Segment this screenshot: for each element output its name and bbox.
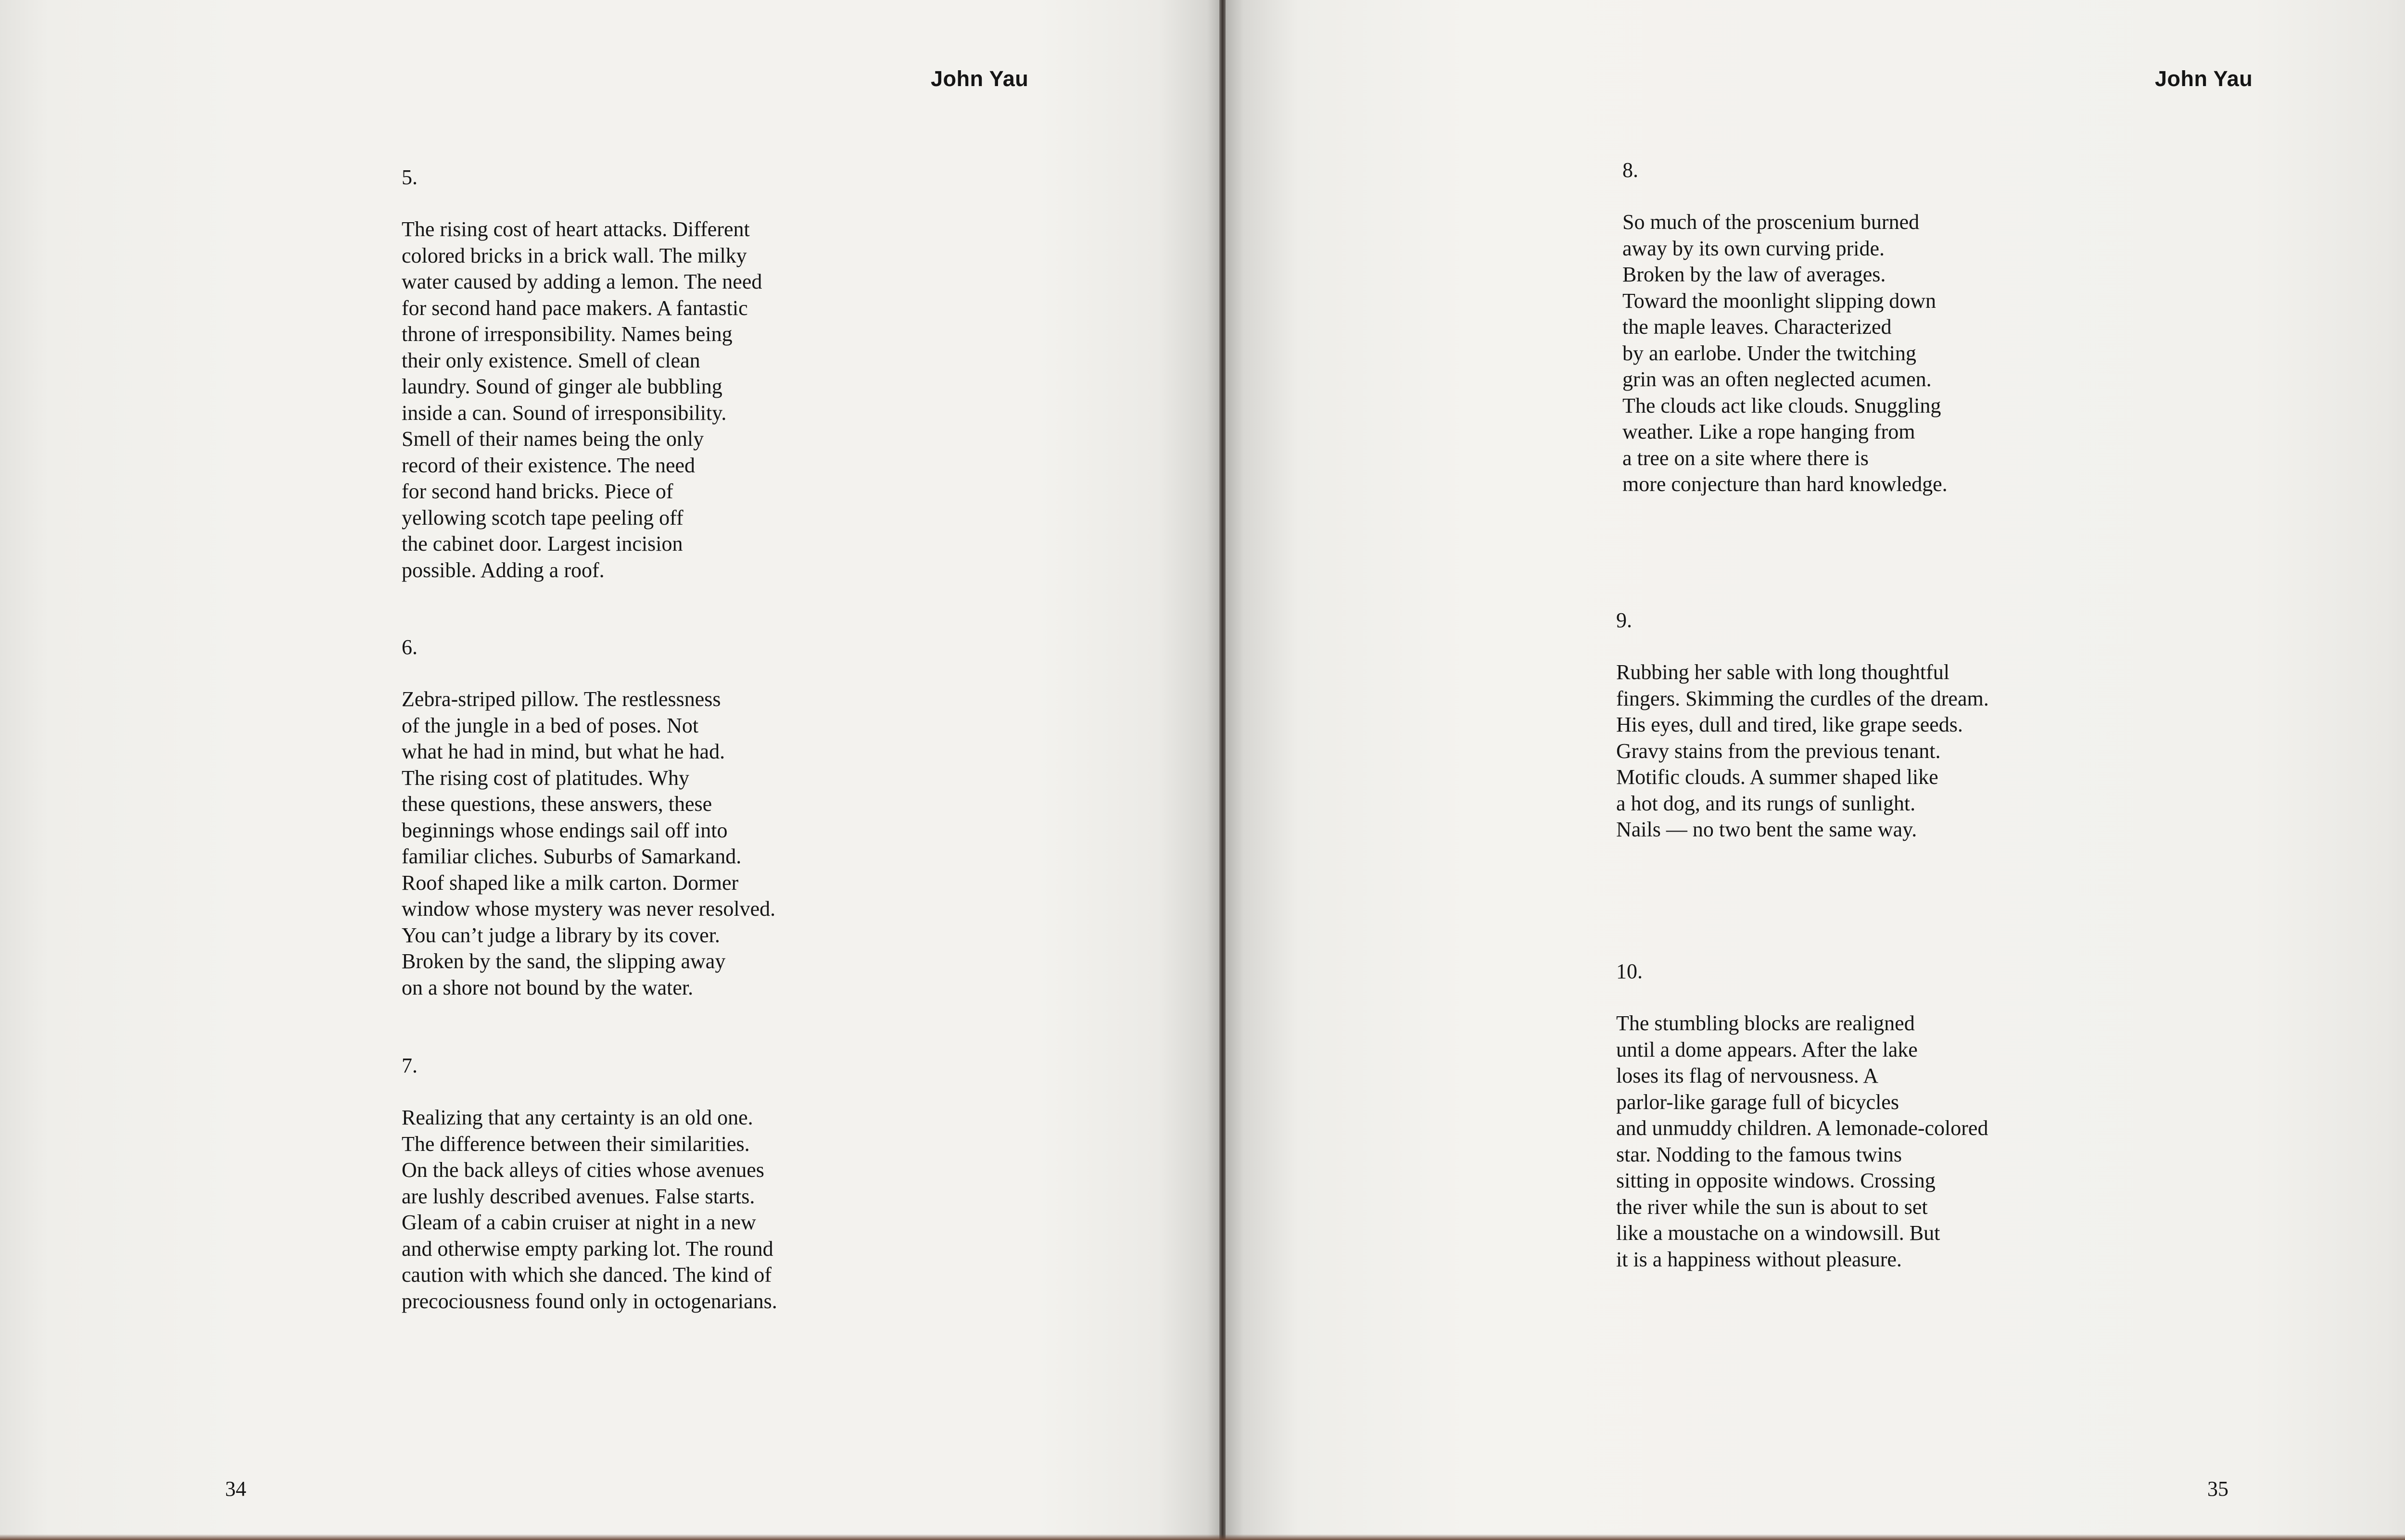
text-line: Broken by the sand, the slipping away [402, 949, 726, 973]
text-line: On the back alleys of cities whose avenues [402, 1158, 764, 1182]
text-line: grin was an often neglected acumen. [1622, 367, 1932, 391]
text-line: Smell of their names being the only [402, 427, 704, 451]
text-line: by an earlobe. Under the twitching [1622, 341, 1916, 365]
text-line: caution with which she danced. The kind of [402, 1263, 772, 1287]
text-line: The rising cost of platitudes. Why [402, 766, 689, 790]
text-line: fingers. Skimming the curdles of the dream. [1616, 686, 1989, 710]
section-body [402, 686, 775, 1001]
text-line: more conjecture than hard knowledge. [1622, 472, 1948, 496]
text-line: Rubbing her sable with long thoughtful [1616, 660, 1949, 684]
text-line: The clouds act like clouds. Snuggling [1622, 393, 1941, 417]
text-line: their only existence. Smell of clean [402, 348, 700, 372]
text-line: for second hand bricks. Piece of [402, 480, 673, 503]
section-body [1616, 659, 1989, 843]
text-line: and unmuddy children. A lemonade-colored [1616, 1116, 1988, 1140]
text-line: Roof shaped like a milk carton. Dormer [402, 871, 739, 895]
text-line: the river while the sun is about to set [1616, 1195, 1928, 1219]
poem-section-9 [1616, 607, 1989, 843]
text-line: throne of irresponsibility. Names being [402, 322, 733, 346]
text-line: it is a happiness without pleasure. [1616, 1247, 1902, 1271]
poem-section-8 [1622, 157, 1948, 498]
section-number: 5. [402, 165, 418, 189]
text-line: Gleam of a cabin cruiser at night in a new [402, 1211, 756, 1234]
text-line: weather. Like a rope hanging from [1622, 420, 1915, 443]
section-number: 7. [402, 1054, 418, 1077]
page-number: 35 [2207, 1477, 2228, 1501]
text-line: on a shore not bound by the water. [402, 975, 694, 999]
text-line: star. Nodding to the famous twins [1616, 1142, 1902, 1166]
text-line: away by its own curving pride. [1622, 236, 1885, 260]
text-line: the cabinet door. Largest incision [402, 532, 683, 555]
text-line: record of their existence. The need [402, 453, 696, 477]
text-line: sitting in opposite windows. Crossing [1616, 1169, 1936, 1192]
text-line: Nails — no two bent the same way. [1616, 818, 1917, 841]
text-line: of the jungle in a bed of poses. Not [402, 713, 699, 737]
text-line: window whose mystery was never resolved. [402, 897, 776, 921]
text-line: loses its flag of nervousness. A [1616, 1064, 1879, 1087]
running-header-author: John Yau [2155, 66, 2253, 91]
text-line: possible. Adding a roof. [402, 558, 605, 582]
poem-section-5 [402, 164, 762, 583]
text-line: Realizing that any certainty is an old one. [402, 1106, 753, 1129]
text-line: yellowing scotch tape peeling off [402, 505, 684, 530]
text-line: His eyes, dull and tired, like grape seeds. [1616, 713, 1963, 736]
text-line: laundry. Sound of ginger ale bubbling [402, 375, 722, 398]
text-line: So much of the proscenium burned [1622, 210, 1920, 234]
text-line: precociousness found only in octogenarians. [402, 1289, 777, 1313]
text-line: until a dome appears. After the lake [1616, 1037, 1918, 1061]
text-line: what he had in mind, but what he had. [402, 740, 725, 763]
text-line: are lushly described avenues. False starts. [402, 1184, 755, 1208]
text-line: for second hand pace makers. A fantastic [402, 296, 748, 320]
section-body [1622, 209, 1948, 498]
text-line: inside a can. Sound of irresponsibility. [402, 401, 727, 425]
poem-section-6 [402, 634, 775, 1001]
text-line: The stumbling blocks are realigned [1616, 1011, 1915, 1035]
text-line: a hot dog, and its rungs of sunlight. [1616, 791, 1916, 815]
section-number: 8. [1622, 158, 1638, 182]
text-line: Motific clouds. A summer shaped like [1616, 765, 1938, 789]
text-line: water caused by adding a lemon. The need [402, 270, 762, 293]
running-header-author: John Yau [931, 66, 1029, 91]
text-line: Zebra-striped pillow. The restlessness [402, 687, 721, 711]
page-number: 34 [225, 1477, 246, 1501]
text-line: You can’t judge a library by its cover. [402, 923, 720, 947]
text-line: and otherwise empty parking lot. The round [402, 1237, 773, 1261]
text-line: The rising cost of heart attacks. Different [402, 217, 750, 241]
section-number: 6. [402, 635, 418, 659]
poem-section-10 [1616, 959, 1988, 1273]
text-line: like a moustache on a windowsill. But [1616, 1221, 1940, 1245]
text-line: beginnings whose endings sail off into [402, 818, 728, 842]
right-page [1226, 0, 2405, 1540]
section-number: 10. [1616, 959, 1643, 983]
text-line: the maple leaves. Characterized [1622, 315, 1892, 339]
section-body [402, 1105, 777, 1314]
text-line: parlor-like garage full of bicycles [1616, 1090, 1899, 1114]
text-line: Broken by the law of averages. [1622, 263, 1886, 286]
text-line: a tree on a site where there is [1622, 446, 1869, 470]
section-number: 9. [1616, 608, 1632, 632]
section-body [1616, 1010, 1988, 1273]
text-line: The difference between their similarities. [402, 1132, 750, 1156]
text-line: Toward the moonlight slipping down [1622, 289, 1936, 313]
book-bottom-edge [0, 1534, 2405, 1540]
section-body [402, 216, 762, 583]
text-line: Gravy stains from the previous tenant. [1616, 739, 1941, 763]
text-line: colored bricks in a brick wall. The milky [402, 243, 747, 267]
poem-section-7 [402, 1053, 777, 1314]
book-gutter [1219, 0, 1226, 1540]
text-line: familiar cliches. Suburbs of Samarkand. [402, 845, 742, 868]
text-line: these questions, these answers, these [402, 792, 712, 816]
